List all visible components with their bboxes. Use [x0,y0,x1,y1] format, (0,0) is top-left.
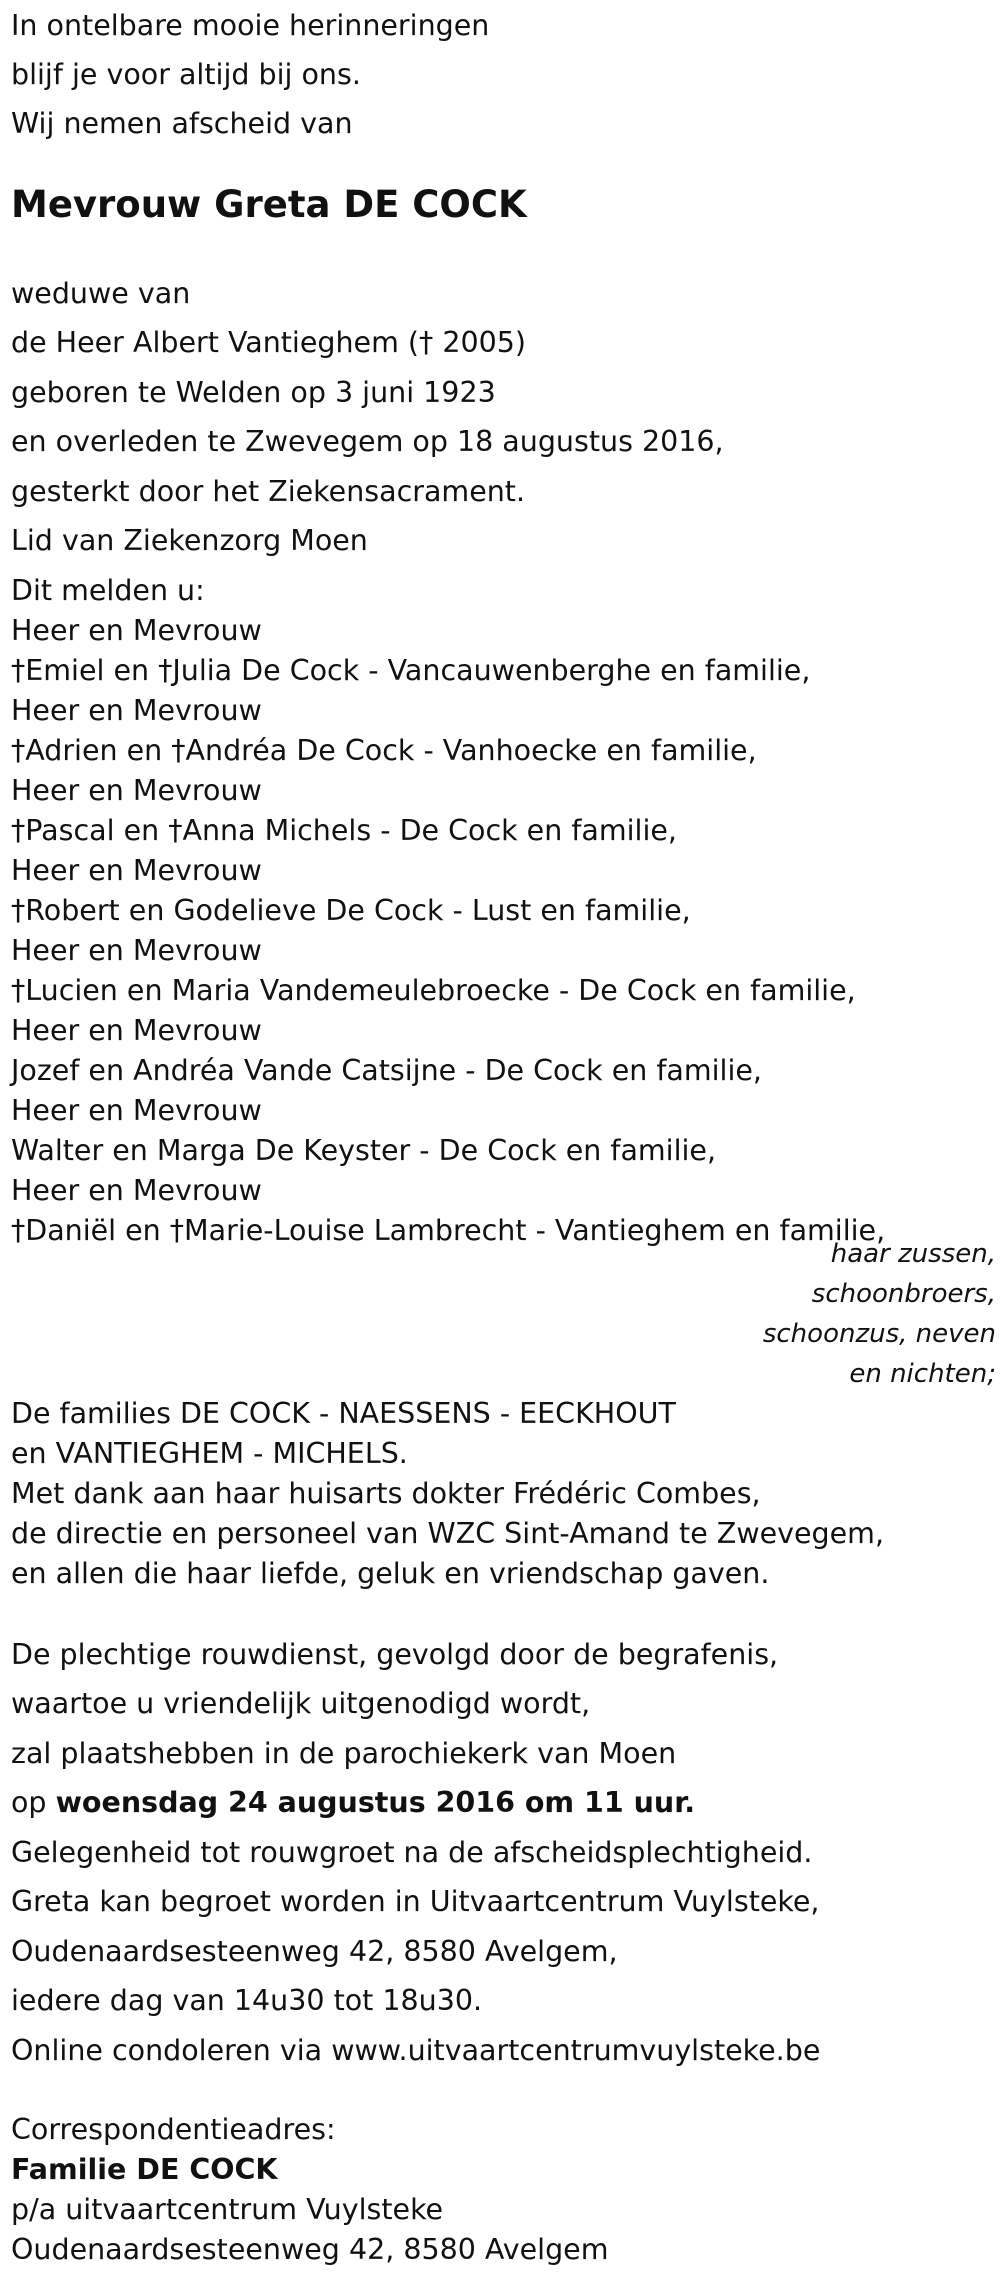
bio-line: geboren te Welden op 3 juni 1923 [11,376,496,409]
announcer-line: Heer en Mevrouw [11,774,262,807]
service-line: waartoe u vriendelijk uitgenodigd wordt, [11,1687,591,1720]
families-line: de directie en personeel van WZC Sint-Amand te Zwevegem, [11,1517,885,1550]
intro-line: blijf je voor altijd bij ons. [11,58,361,91]
announcer-line: †Lucien en Maria Vandemeulebroecke - De Cock en familie, [11,974,856,1007]
families-line: De families DE COCK - NAESSENS - EECKHOUT [11,1397,676,1430]
announcer-line: †Emiel en †Julia De Cock - Vancauwenberghe en familie, [11,654,811,687]
announcer-line: Heer en Mevrouw [11,1174,262,1207]
correspondence-address: Oudenaardsesteenweg 42, 8580 Avelgem [11,2233,609,2266]
relation-note-line: en nichten; [849,1359,996,1389]
correspondence-address: p/a uitvaartcentrum Vuylsteke [11,2193,444,2226]
announcer-line: Heer en Mevrouw [11,694,262,727]
families-line: en VANTIEGHEM - MICHELS. [11,1437,408,1470]
families-line: Met dank aan haar huisarts dokter Frédéric Combes, [11,1477,761,1510]
relation-note-line: haar zussen, [830,1239,996,1269]
bio-line: en overleden te Zwevegem op 18 augustus 2016, [11,425,724,458]
intro-line: In ontelbare mooie herinneringen [11,9,490,42]
bio-line: de Heer Albert Vantieghem († 2005) [11,326,526,359]
announcer-line: Heer en Mevrouw [11,1014,262,1047]
announcers-intro: Dit melden u: [11,574,205,607]
relation-note-line: schoonbroers, [811,1279,996,1309]
announcer-line: Jozef en Andréa Vande Catsijne - De Cock en familie, [11,1054,762,1087]
service-date-prefix: op [11,1786,56,1819]
bio-line: gesterkt door het Ziekensacrament. [11,475,526,508]
deceased-name: Mevrouw Greta DE COCK [11,183,527,226]
intro-line: Wij nemen afscheid van [11,107,353,140]
announcer-line: †Robert en Godelieve De Cock - Lust en familie, [11,894,691,927]
service-line: Greta kan begroet worden in Uitvaartcentrum Vuylsteke, [11,1885,820,1918]
announcer-line: †Pascal en †Anna Michels - De Cock en familie, [11,814,677,847]
announcer-line: Heer en Mevrouw [11,1094,262,1127]
announcer-line: †Adrien en †Andréa De Cock - Vanhoecke en familie, [11,734,757,767]
service-line: Oudenaardsesteenweg 42, 8580 Avelgem, [11,1935,618,1968]
bio-line: Lid van Ziekenzorg Moen [11,524,368,557]
announcer-line: Heer en Mevrouw [11,934,262,967]
service-line: iedere dag van 14u30 tot 18u30. [11,1984,483,2017]
announcer-line: Heer en Mevrouw [11,854,262,887]
service-line: Gelegenheid tot rouwgroet na de afscheidsplechtigheid. [11,1836,813,1869]
service-date: woensdag 24 augustus 2016 om 11 uur. [55,1786,696,1819]
families-line: en allen die haar liefde, geluk en vriendschap gaven. [11,1557,770,1590]
announcer-line: †Daniël en †Marie-Louise Lambrecht - Vantieghem en familie, [11,1214,886,1247]
service-date-line [11,1783,695,1823]
announcer-line: Walter en Marga De Keyster - De Cock en familie, [11,1134,717,1167]
bio-line: weduwe van [11,277,191,310]
relation-note-line: schoonzus, neven [762,1319,996,1349]
correspondence-name: Familie DE COCK [11,2153,278,2186]
announcer-line: Heer en Mevrouw [11,614,262,647]
condolence-link[interactable]: Online condoleren via www.uitvaartcentrumvuylsteke.be [11,2034,821,2067]
correspondence-label: Correspondentieadres: [11,2113,336,2146]
service-line: De plechtige rouwdienst, gevolgd door de begrafenis, [11,1638,779,1671]
service-line: zal plaatshebben in de parochiekerk van Moen [11,1737,677,1770]
